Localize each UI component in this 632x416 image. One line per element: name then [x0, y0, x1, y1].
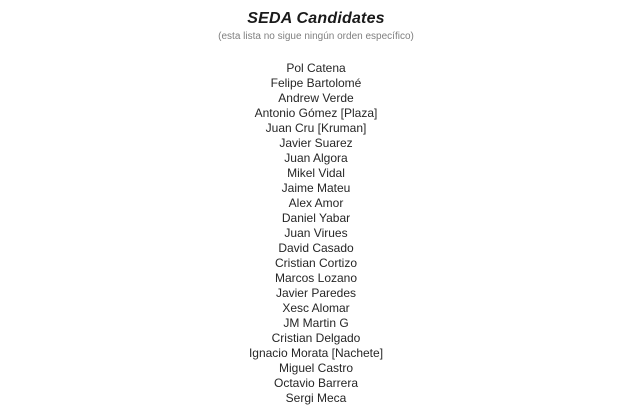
candidate-name: Xesc Alomar	[282, 301, 350, 315]
candidate-name: Cristian Delgado	[271, 331, 361, 345]
candidate-name: Alex Amor	[288, 196, 344, 210]
candidate-name: Pol Catena	[286, 61, 346, 75]
page-subtitle: (esta lista no sigue ningún orden específico)	[218, 31, 414, 42]
candidate-name: Juan Algora	[284, 151, 348, 165]
candidate-name: Cristian Cortizo	[274, 256, 358, 270]
candidate-name: Ignacio Morata [Nachete]	[248, 346, 384, 360]
candidate-name: Octavio Barrera	[273, 376, 359, 390]
candidate-name: Jaime Mateu	[281, 181, 351, 195]
candidate-list	[0, 61, 632, 406]
candidate-name: Felipe Bartolomé	[270, 76, 362, 90]
candidate-name: JM Martin G	[283, 316, 349, 330]
candidate-name: Daniel Yabar	[281, 211, 351, 225]
candidate-name: Marcos Lozano	[274, 271, 358, 285]
candidate-name: Javier Suarez	[279, 136, 353, 150]
candidate-name: Andrew Verde	[278, 91, 354, 105]
candidate-name: Juan Virues	[284, 226, 348, 240]
candidate-name: Juan Cru [Kruman]	[265, 121, 367, 135]
candidate-name: Miguel Castro	[278, 361, 354, 375]
candidate-name: Mikel Vidal	[287, 166, 345, 180]
candidate-name: Antonio Gómez [Plaza]	[254, 106, 378, 120]
candidate-name: Sergi Meca	[285, 391, 347, 405]
page-title: SEDA Candidates	[247, 10, 385, 27]
candidate-name: David Casado	[278, 241, 354, 255]
candidate-name: Javier Paredes	[275, 286, 357, 300]
